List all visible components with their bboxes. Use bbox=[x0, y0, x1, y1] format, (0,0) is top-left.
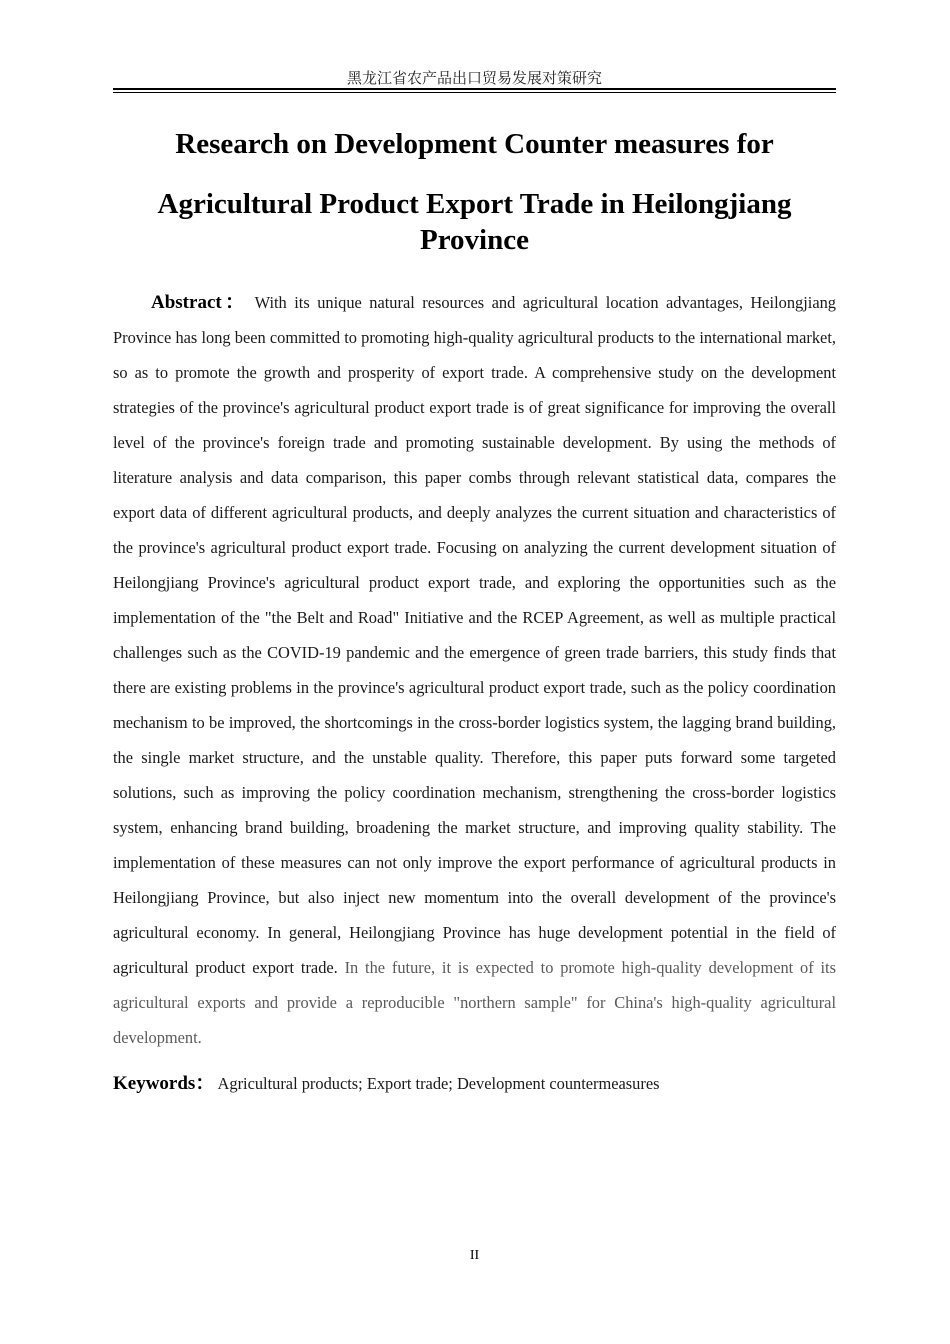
header-rule bbox=[113, 88, 836, 93]
abstract-paragraph bbox=[113, 285, 836, 1055]
abstract-label: Abstract： bbox=[151, 292, 248, 313]
abstract-text-faded: In the future, it is expected to promote high-quality development of its agricultural exports and provide a reproducible "northern sample" for China's high-quality agricultural development. bbox=[113, 958, 836, 1047]
abstract-text: With its unique natural resources and agricultural location advantages, Heilongjiang Province has long been committed to promoting high-quality agricultural products to the international market, so as to promote the growth and prosperity of export trade. A comprehensive study on the development strategies of the province's agricultural product export trade is of great significance for improving the overall level of the province's foreign trade and promoting sustainable development. By using the methods of literature analysis and data comparison, this paper combs through relevant statistical data, compares the export data of different agricultural products, and deeply analyzes the current situation and characteristics of the province's agricultural product export trade. Focusing on analyzing the current development situation of Heilongjiang Province's agricultural product export trade, and exploring the opportunities such as the implementation of the "the Belt and Road" Initiative and the RCEP Agreement, as well as multiple practical challenges such as the COVID-19 pandemic and the emergence of green trade barriers, this study finds that there are existing problems in the province's agricultural product export trade, such as the policy coordination mechanism to be improved, the shortcomings in the cross-border logistics system, the lagging brand building, the single market structure, and the unstable quality. Therefore, this paper puts forward some targeted solutions, such as improving the policy coordination mechanism, strengthening the cross-border logistics system, enhancing brand building, broadening the market structure, and improving quality stability. The implementation of these measures can not only improve the export performance of agricultural products in Heilongjiang Province, but also inject new momentum into the overall development of the province's agricultural economy. In general, Heilongjiang Province has huge development potential in the field of agricultural product export trade. bbox=[113, 293, 836, 977]
running-header: 黑龙江省农产品出口贸易发展对策研究 bbox=[346, 69, 602, 87]
keywords-label: Keywords： bbox=[113, 1073, 215, 1094]
keywords-text: Agricultural products; Export trade; Development countermeasures bbox=[217, 1074, 660, 1093]
keywords-line bbox=[113, 1071, 836, 1097]
paper-title-line-2: Agricultural Product Export Trade in Heilongjiang Province bbox=[157, 188, 792, 256]
page-number: II bbox=[469, 1248, 480, 1263]
paper-title-line-1: Research on Development Counter measures for bbox=[175, 128, 774, 160]
